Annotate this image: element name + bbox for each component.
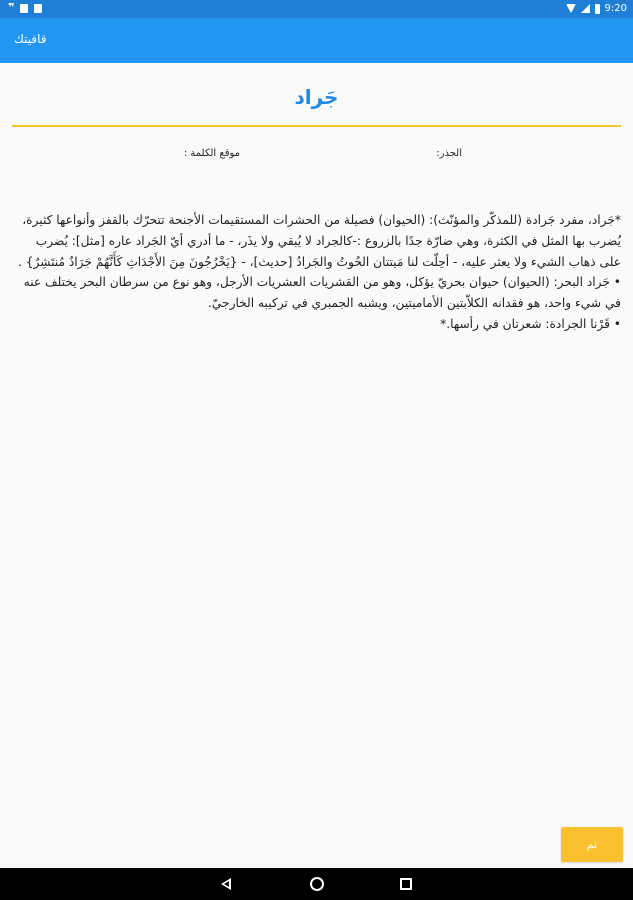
home-icon[interactable] — [310, 877, 324, 891]
quote-notification-icon: ❞ — [8, 1, 15, 14]
status-bar — [0, 0, 633, 18]
signal-icon — [581, 4, 590, 13]
status-bar-system — [566, 3, 627, 14]
recents-icon[interactable] — [400, 878, 412, 890]
done-button[interactable]: تم — [561, 827, 623, 862]
app-bar — [0, 18, 633, 63]
title-divider — [12, 125, 621, 127]
status-bar-notifications — [8, 3, 42, 13]
navigation-bar — [0, 868, 633, 900]
file-notification-icon — [20, 4, 28, 13]
root-label: الجذر: — [436, 148, 462, 159]
wifi-icon — [566, 4, 576, 13]
word-detail — [0, 63, 633, 868]
word-location-label: موقع الكلمة : — [183, 148, 240, 159]
back-icon[interactable] — [221, 878, 231, 890]
app-notification-icon — [34, 4, 42, 13]
definition-text: *جَراد، مفرد جَرادة (للمذكّر والمؤنّث): (الحيوان) فصيلة من الحشرات المستقيمات الأجنحة تتحرّك بالقفز وأنواعها كثيرة، يُضرب بها المثل في الكثرة، وهي ضارّة جدًا بالزروع :-كالجراد لا يُبقي ولا يذَر، - ما أدري أيّ الجَراد عاره [مثل]: يُضرب على ذهاب الشيء ولا يعثر عليه، - أحِلّت لنا مَيتتان الحُوتُ والجَرادُ [حديث]، - {يَخْرُجُونَ مِنَ الأَجْدَاثِ كَأَنَّهُمْ جَرَادٌ مُنتَشِرٌ} . • جَراد البحر: (الحيوان) حيوان بحريّ يؤكل، وهو من القشريات العشريات الأرجل، وهو نوع من سرطان البحر يختلف عنه في شيء واحد، هو فقدانه الكلاّبتين الأماميتين، ويشبه الجمبري في تركيبه الخارجيّ. • قَرْنا الجرادة: شعرتان في رأسها.* — [18, 213, 621, 331]
status-time: 9:20 — [604, 3, 627, 14]
app-title: قافيتك — [14, 32, 47, 46]
word-title: جَراد — [294, 85, 339, 109]
battery-icon — [595, 4, 600, 14]
